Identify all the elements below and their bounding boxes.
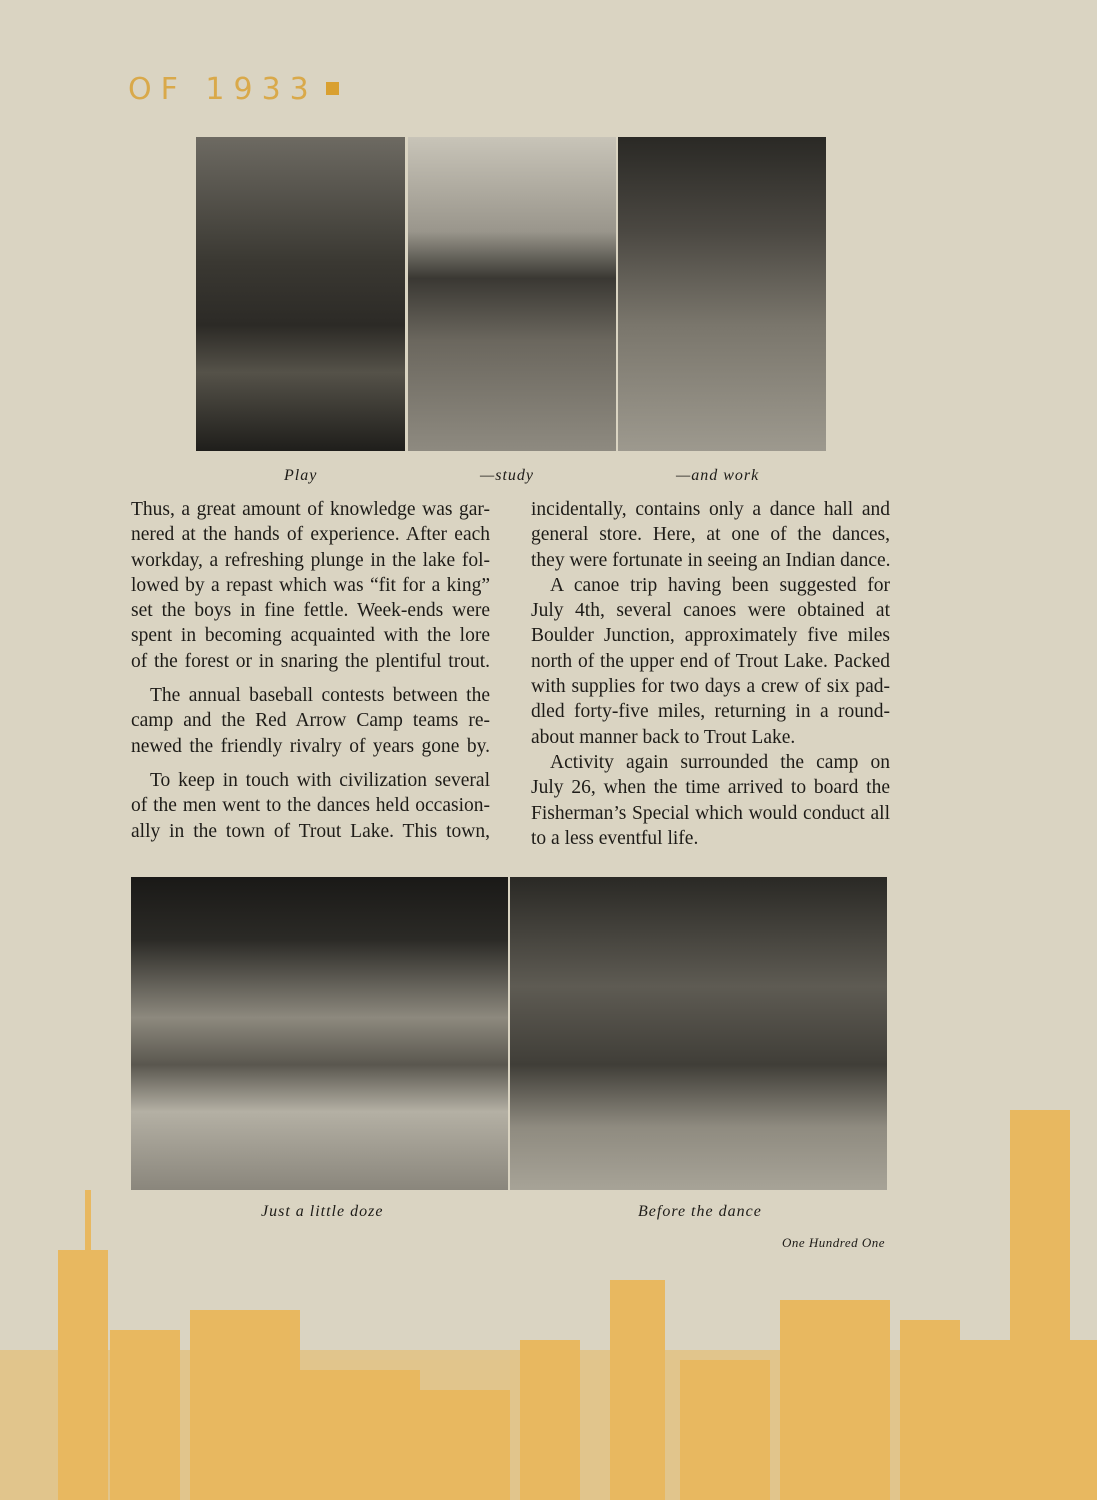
text-line: camp and the Red Arrow Camp teams re- [131,710,490,732]
photo-work [618,137,826,451]
paragraph [531,497,890,573]
caption-doze: Just a little doze [261,1203,384,1220]
page-header [128,72,339,107]
text-line: To keep in touch with civilization several [150,769,490,791]
paragraph [131,768,490,844]
header-title: OF 1933 [128,72,318,107]
paragraph [131,683,490,759]
caption-study: —study [480,467,534,484]
text-line: to a less eventful life. [531,827,699,849]
text-line: dled forty-five miles, returning in a round- [531,701,890,723]
text-line: general store. Here, at one of the dances, [531,524,890,546]
text-line: July 26, when the time arrived to board the [531,777,890,799]
caption-dance: Before the dance [638,1203,762,1220]
text-line: about manner back to Trout Lake. [531,726,796,748]
text-line: Fisherman’s Special which would conduct all [531,802,890,824]
paragraph [531,750,890,851]
text-line: Boulder Junction, approximately five miles [531,625,890,647]
photo-play [196,137,405,451]
paragraph [131,497,490,674]
skyline-decoration [0,1090,1097,1500]
left-column [131,497,490,844]
square-ornament [326,82,339,95]
text-line: A canoe trip having been suggested for [550,574,890,596]
paragraph [531,573,890,750]
caption-work: —and work [676,467,760,484]
text-line: Thus, a great amount of knowledge was gar- [131,499,490,520]
text-line: spent in becoming acquainted with the lore [131,625,490,647]
photo-study [408,137,616,451]
text-line: nered at the hands of experience. After each [131,524,490,546]
text-line: set the boys in fine fettle. Week-ends were [131,600,490,622]
text-line: incidentally, contains only a dance hall and [531,499,890,520]
text-line: of the forest or in snaring the plentiful trout. [131,650,490,672]
text-line: ally in the town of Trout Lake. This town, [131,820,490,842]
text-line: they were fortunate in seeing an Indian dance. [531,549,891,571]
right-column [531,497,890,851]
text-line: north of the upper end of Trout Lake. Packed [531,650,890,672]
text-line: Activity again surrounded the camp on [550,751,890,773]
text-line: of the men went to the dances held occasion- [131,795,490,817]
text-line: with supplies for two days a crew of six pad- [531,676,890,698]
text-line: The annual baseball contests between the [150,685,490,707]
text-line: July 4th, several canoes were obtained at [531,600,890,622]
text-line: newed the friendly rivalry of years gone by. [131,735,490,757]
text-line: workday, a refreshing plunge in the lake fol- [131,549,490,571]
caption-play: Play [284,467,318,484]
text-line: lowed by a repast which was “fit for a king” [131,574,490,596]
page-number: One Hundred One [782,1235,886,1250]
